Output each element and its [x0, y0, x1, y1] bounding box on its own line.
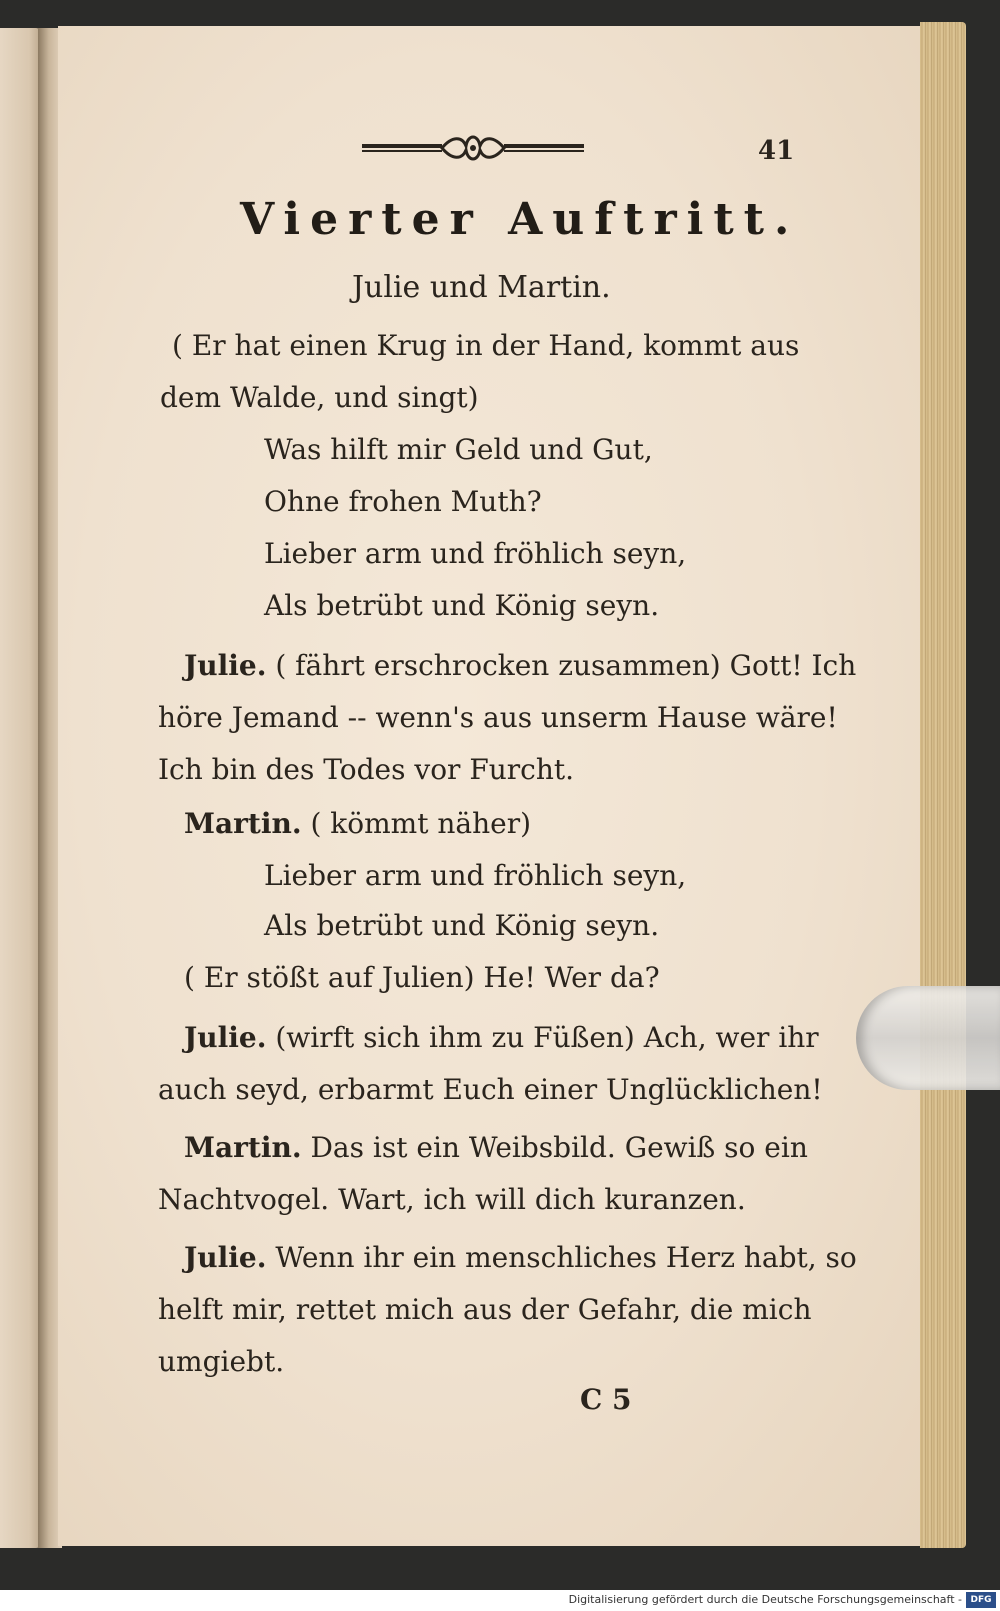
text-line: dem Walde, und singt)	[160, 381, 479, 414]
text-line: Ich bin des Todes vor Furcht.	[158, 753, 575, 786]
text-line: helft mir, rettet mich aus der Gefahr, die mich	[158, 1293, 812, 1326]
dialogue-text: Das ist ein Weibsbild. Gewiß so ein	[301, 1131, 808, 1164]
page-block-edge	[920, 22, 966, 1548]
verse-line: Als betrübt und König seyn.	[264, 909, 660, 942]
characters-line: Julie und Martin.	[352, 270, 611, 305]
page-number: 41	[758, 136, 795, 166]
scene-title: Vierter Auftritt.	[240, 194, 800, 245]
dialogue-line	[184, 1020, 819, 1056]
digitization-credit: Digitalisierung gefördert durch die Deutsche Forschungsgemeinschaft -	[568, 1593, 962, 1606]
decorative-rule-icon	[362, 132, 584, 164]
text-line: ( Er hat einen Krug in der Hand, kommt aus	[172, 329, 800, 362]
verse-line: Als betrübt und König seyn.	[264, 589, 660, 622]
text-line: auch seyd, erbarmt Euch einer Unglücklichen!	[158, 1073, 823, 1106]
page-clip	[856, 986, 1000, 1090]
left-page-edge	[0, 28, 42, 1548]
speaker-name: Julie.	[184, 1021, 267, 1054]
text-line: umgiebt.	[158, 1345, 285, 1378]
dialogue-line	[184, 648, 856, 684]
speaker-name: Martin.	[184, 807, 302, 840]
speaker-name: Julie.	[184, 1241, 267, 1274]
signature-mark: C 5	[580, 1383, 632, 1416]
text-line: höre Jemand -- wenn's aus unserm Hause wäre!	[158, 701, 838, 734]
verse-line: Ohne frohen Muth?	[264, 485, 542, 518]
dialogue-text: Wenn ihr ein menschliches Herz habt, so	[266, 1241, 857, 1274]
dialogue-text: ( kömmt näher)	[301, 807, 532, 840]
dfg-logo: DFG	[966, 1592, 996, 1608]
speaker-name: Martin.	[184, 1131, 302, 1164]
verse-line: Lieber arm und fröhlich seyn,	[264, 859, 687, 892]
dialogue-text: (wirft sich ihm zu Füßen) Ach, wer ihr	[266, 1021, 819, 1054]
dialogue-text: ( fährt erschrocken zusammen) Gott! Ich	[266, 649, 857, 682]
dialogue-line	[184, 806, 531, 842]
dialogue-line	[184, 1130, 808, 1166]
verse-line: Lieber arm und fröhlich seyn,	[264, 537, 687, 570]
text-line: Nachtvogel. Wart, ich will dich kuranzen.	[158, 1183, 746, 1216]
verse-line: Was hilft mir Geld und Gut,	[264, 433, 653, 466]
dialogue-line	[184, 1240, 857, 1276]
speaker-name: Julie.	[184, 649, 267, 682]
text-line: ( Er stößt auf Julien) He! Wer da?	[184, 961, 660, 994]
